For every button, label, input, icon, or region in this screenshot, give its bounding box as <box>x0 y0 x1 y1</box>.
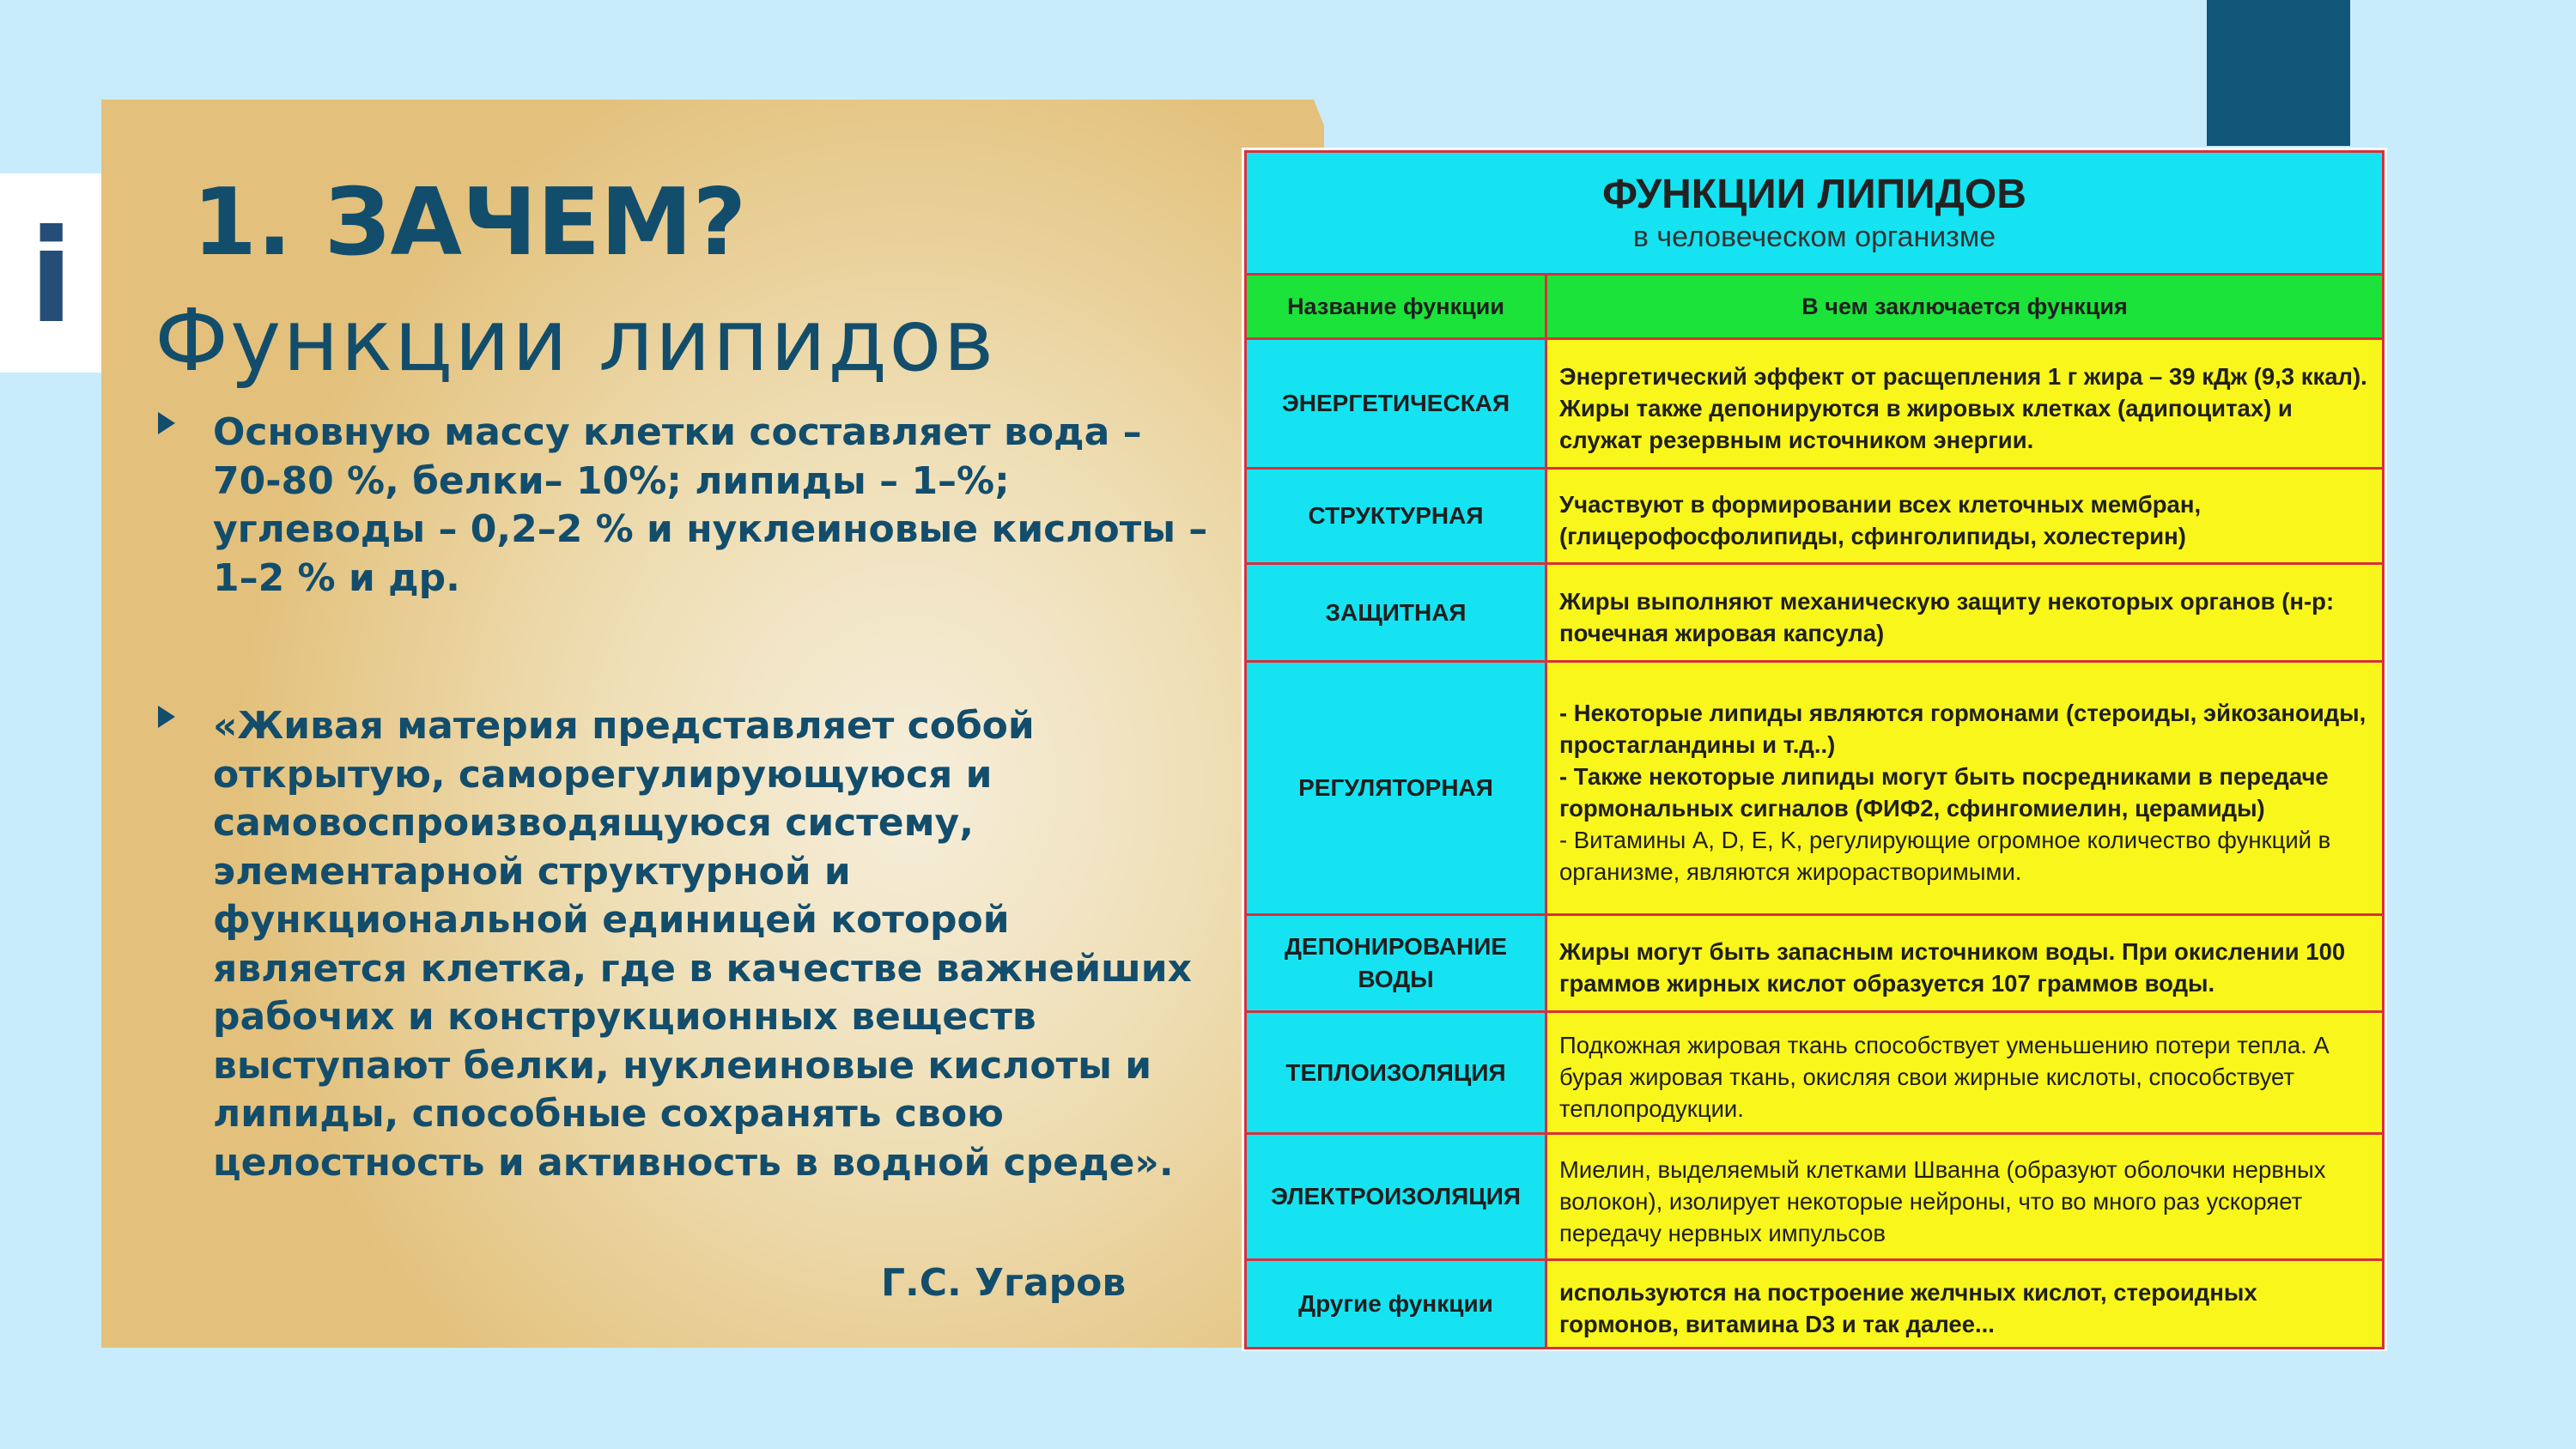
table-row-desc <box>1545 913 2385 1013</box>
table-header-name <box>1244 273 1547 340</box>
table-row-desc <box>1545 1132 2385 1261</box>
table-title: ФУНКЦИИ ЛИПИДОВ <box>1602 172 2026 217</box>
table-subtitle: в человеческом организме <box>1632 221 1996 253</box>
quote-author: Г.С. Угаров <box>881 1261 1127 1305</box>
table-row-name <box>1244 1010 1547 1135</box>
table-row-desc <box>1545 1258 2385 1349</box>
corner-accent-block <box>2207 0 2350 146</box>
function-name: ТЕПЛОИЗОЛЯЦИЯ <box>1285 1058 1506 1086</box>
table-row-desc <box>1545 467 2385 565</box>
table-row-desc <box>1545 562 2385 663</box>
function-description: Участвуют в формировании всех клеточных мембран, (глицерофосфолипиды, сфинголипиды, холестерин) <box>1559 491 2202 549</box>
function-name: СТРУКТУРНАЯ <box>1308 502 1484 529</box>
table-row-desc <box>1545 337 2385 470</box>
table-row-name <box>1244 1132 1547 1261</box>
function-description: - Витамины A, D, E, K, регулирующие огромное количество функций в организме, являются жирорастворимыми. <box>1559 827 2331 885</box>
bullet-composition: Основную массу клетки составляет вода – 70-80 %, белки– 10%; липиды – 1–%; углеводы – 0,2–2 % и нуклеиновые кислоты – 1–2 % и др. <box>213 410 1208 600</box>
function-description: Энергетический эффект от расщепления 1 г жира – 39 кДж (9,3 ккал). Жиры также депонируются в жировых клетках (адипоцитах) и служат резервным источником энергии. <box>1559 362 2367 453</box>
table-row-name <box>1244 562 1547 663</box>
bullet-quote: «Живая материя представляет собой открытую, саморегулирующуюся и самовоспроизводящуюся систему, элементарной структурной и функциональной единицей которой является клетка, где в качестве важнейших рабочих и конструкционных веществ выступают белки, нуклеиновые кислоты и липиды, способные сохранять свою целостность и активность в водной среде». <box>213 704 1192 1185</box>
function-name: ЭНЕРГЕТИЧЕСКАЯ <box>1281 390 1510 416</box>
function-description: Жиры могут быть запасным источником воды. При окислении 100 граммов жирных кислот образуется 107 граммов воды. <box>1559 938 2346 997</box>
function-name: ДЕПОНИРОВАНИЕ ВОДЫ <box>1284 933 1508 992</box>
table-row-name <box>1244 1258 1547 1349</box>
bullet-marker-icon <box>158 706 175 728</box>
function-description: - Некоторые липиды являются гормонами (стероиды, эйкозаноиды, простагландины и т.д..) <box>1559 700 2366 758</box>
function-description: используются на построение желчных кислот, стероидных гормонов, витамина D3 и так далее... <box>1559 1279 2257 1337</box>
table-row-desc <box>1545 660 2385 916</box>
table-header-function-label: В чем заключается функция <box>1801 293 2128 319</box>
function-name: ЭЛЕКТРОИЗОЛЯЦИЯ <box>1270 1183 1521 1210</box>
table-row-name <box>1244 660 1547 916</box>
function-name: РЕГУЛЯТОРНАЯ <box>1298 774 1493 801</box>
slide-subheading: Функции липидов <box>155 290 996 391</box>
table-title-block <box>1244 150 2385 276</box>
table-row-name <box>1244 913 1547 1013</box>
table-row-desc <box>1545 1010 2385 1135</box>
table-header-function <box>1545 273 2385 340</box>
function-description: - Также некоторые липиды могут быть посредниками в передаче гормональных сигналов (ФИФ2, сфингомиелин, церамиды) <box>1559 763 2329 822</box>
table-row-name <box>1244 467 1547 565</box>
side-info-tab <box>0 173 101 373</box>
function-description: Миелин, выделяемый клетками Шванна (образуют оболочки нервных волокон), изолирует некоторые нейроны, что во много раз ускоряет передачу нервных импульсов <box>1559 1155 2326 1246</box>
function-description: Жиры выполняют механическую защиту некоторых органов (н-р: почечная жировая капсула) <box>1559 587 2335 646</box>
function-description: Подкожная жировая ткань способствует уменьшению потери тепла. А бурая жировая ткань, окисляя свои жирные кислоты, способствует теплопродукции. <box>1559 1032 2330 1122</box>
function-name: Другие функции <box>1298 1290 1493 1317</box>
bullet-marker-icon <box>158 412 175 434</box>
slide-heading: 1. ЗАЧЕМ? <box>192 169 747 276</box>
function-name: ЗАЩИТНАЯ <box>1325 598 1467 626</box>
table-row-name <box>1244 337 1547 470</box>
info-icon: i <box>29 203 74 352</box>
table-header-name-label: Название функции <box>1287 293 1504 319</box>
